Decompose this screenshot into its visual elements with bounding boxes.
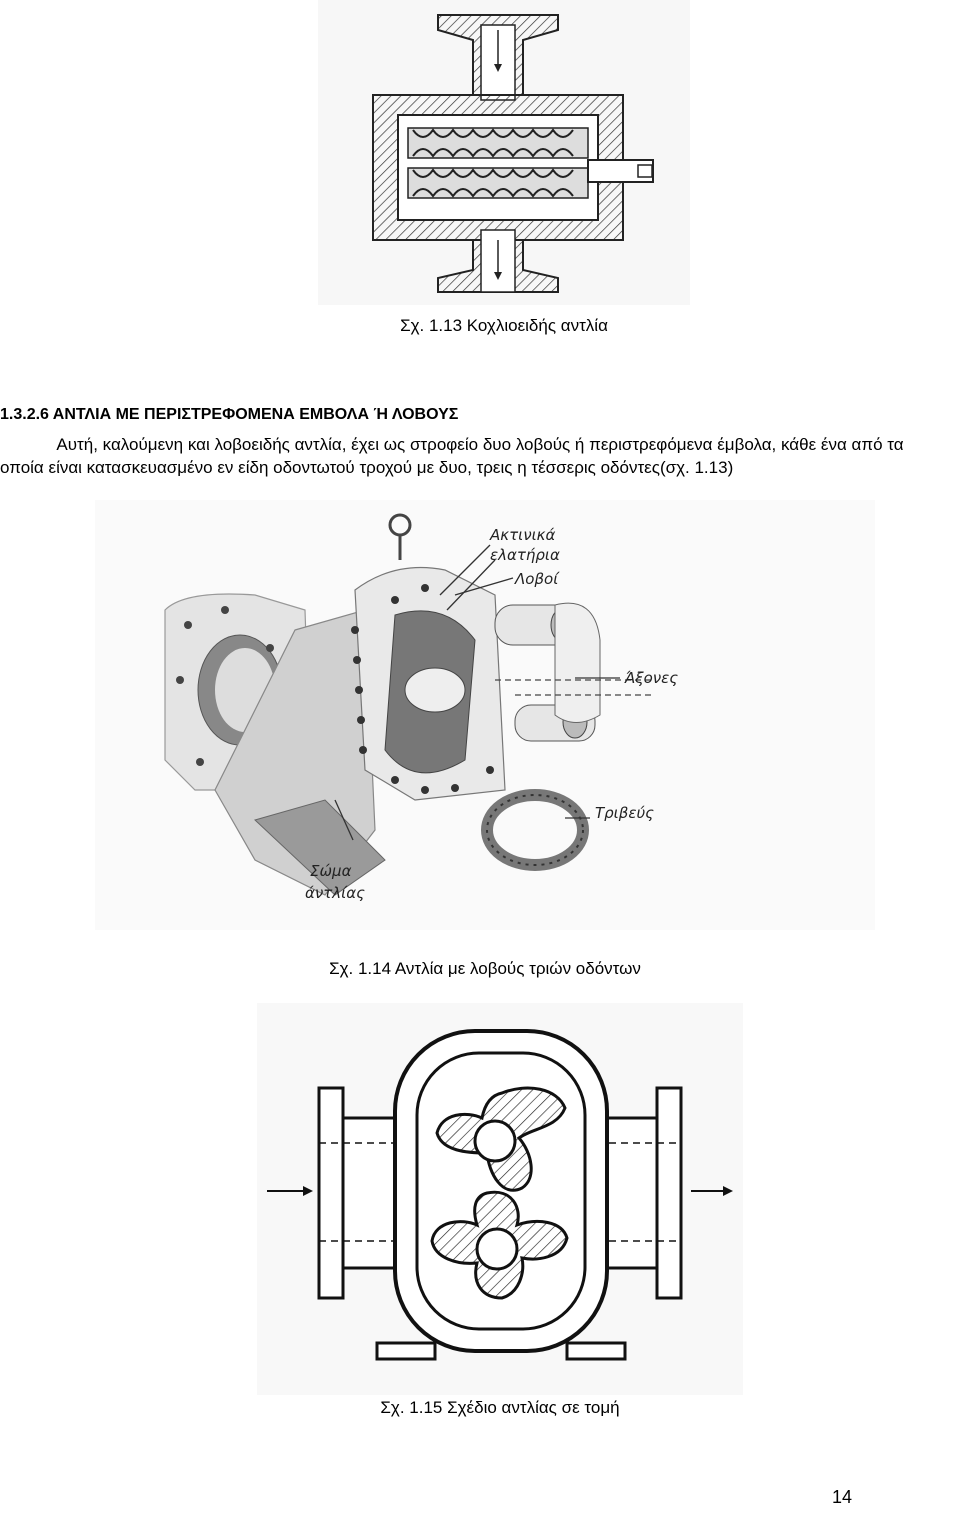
label-pump-body-2: άντλίας xyxy=(305,884,365,902)
paragraph-line-1: Αυτή, καλούμενη και λοβοειδής αντλία, έχει ως στροφείο δυο λοβούς ή περιστρεφόμενα έμβολα, κάθε ένα από τα xyxy=(56,435,904,454)
section-paragraph xyxy=(0,433,960,479)
paragraph-line-2: οποία είναι κατασκευασμένο εν είδη οδοντωτού τροχού με δυο, τρεις η τέσσερις οδόντες(σχ. 1.13) xyxy=(0,458,734,477)
figure-3-caption: Σχ. 1.15 Σχέδιο αντλίας σε τομή xyxy=(380,1398,620,1417)
label-pump-body-1: Σώμα xyxy=(310,862,352,880)
label-bearing: Τριβεύς xyxy=(595,804,654,822)
page-number: 14 xyxy=(831,1487,852,1507)
figure-2-caption: Σχ. 1.14 Αντλία με λοβούς τριών οδόντων xyxy=(329,959,641,978)
label-radial-springs-2: ελατήρια xyxy=(490,546,560,564)
section-heading: 1.3.2.6 ΑΝΤΛΙΑ ΜΕ ΠΕΡΙΣΤΡΕΦΟΜΕΝΑ ΕΜΒΟΛΑ Ή ΛΟΒΟΥΣ xyxy=(0,406,459,423)
label-radial-springs-1: Ακτινικά xyxy=(490,526,556,544)
lobe-pump-section-figure xyxy=(257,1003,743,1395)
lobe-pump-exploded-figure xyxy=(95,500,875,930)
label-shafts: Άξονες xyxy=(625,669,679,687)
figure-1-caption: Σχ. 1.13 Κοχλιοειδής αντλία xyxy=(400,316,608,335)
screw-pump-figure xyxy=(318,0,690,305)
label-lobes: Λοβοί xyxy=(515,570,559,588)
